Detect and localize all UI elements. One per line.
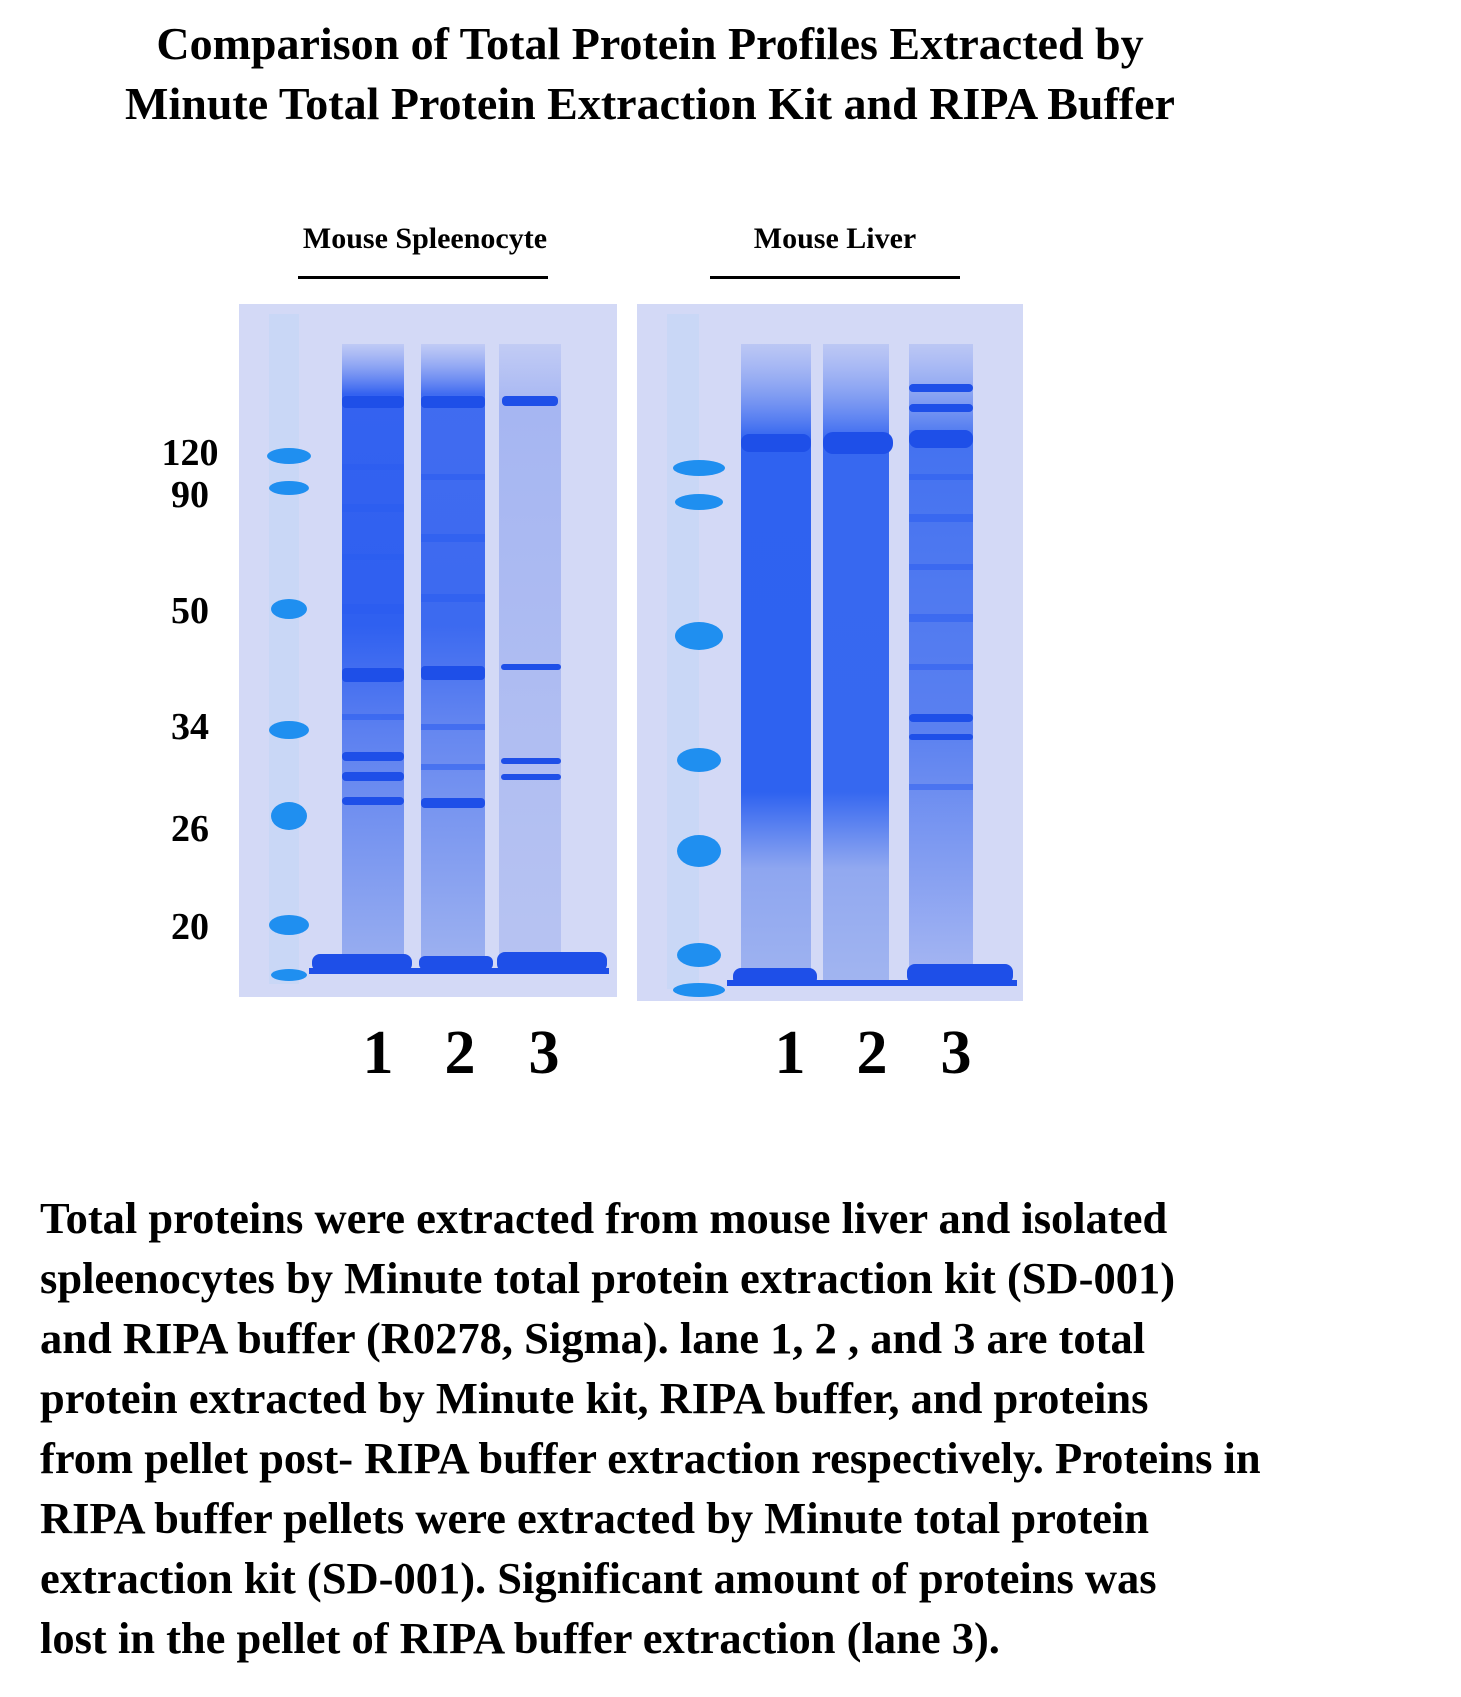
marker-band xyxy=(673,460,725,476)
sample-label-spleenocyte: Mouse Spleenocyte xyxy=(302,222,548,255)
sample-label-liver: Mouse Liver xyxy=(753,222,917,255)
protein-band xyxy=(421,666,485,680)
marker-band xyxy=(677,835,721,867)
lane-number-spleenocyte-1: 1 xyxy=(362,1019,394,1087)
mw-marker-90: 90 xyxy=(171,474,209,516)
marker-band xyxy=(677,943,721,967)
caption-line: Total proteins were extracted from mouse liver and isolated xyxy=(40,1193,1168,1243)
protein-band xyxy=(419,956,493,970)
marker-band xyxy=(673,983,725,997)
protein-band xyxy=(342,772,404,781)
mw-marker-50: 50 xyxy=(171,590,209,632)
lane-number-liver-2: 2 xyxy=(856,1019,888,1087)
protein-band xyxy=(909,384,973,392)
marker-band xyxy=(269,721,309,739)
marker-band xyxy=(675,622,723,650)
title-line-2: Minute Total Protein Extraction Kit and RIPA Buffer xyxy=(125,78,1175,129)
caption-line: RIPA buffer pellets were extracted by Minute total protein xyxy=(40,1493,1150,1543)
caption-line: extraction kit (SD-001). Significant amount of proteins was xyxy=(40,1553,1157,1603)
marker-band xyxy=(271,599,307,619)
mw-marker-120: 120 xyxy=(161,432,219,474)
protein-band xyxy=(342,752,404,761)
protein-band xyxy=(501,664,561,670)
figure-title xyxy=(0,14,1300,134)
protein-band xyxy=(342,396,404,408)
caption-line: from pellet post- RIPA buffer extraction respectively. Proteins in xyxy=(40,1433,1261,1483)
protein-band xyxy=(421,396,485,408)
protein-band xyxy=(727,980,1017,986)
marker-band xyxy=(271,802,307,830)
figure-caption xyxy=(40,1188,1440,1668)
lane-number-liver-3: 3 xyxy=(940,1019,972,1087)
caption-line: spleenocytes by Minute total protein extraction kit (SD-001) xyxy=(40,1253,1176,1303)
protein-band xyxy=(823,432,893,454)
lane-number-liver-1: 1 xyxy=(774,1019,806,1087)
marker-band xyxy=(675,494,723,510)
protein-band xyxy=(501,758,561,764)
title-line-1: Comparison of Total Protein Profiles Extracted by xyxy=(156,18,1144,69)
sample-lane xyxy=(421,344,485,969)
protein-band xyxy=(909,734,973,740)
lane-number-spleenocyte-3: 3 xyxy=(528,1019,560,1087)
protein-band xyxy=(342,668,404,682)
caption-line: protein extracted by Minute kit, RIPA buffer, and proteins xyxy=(40,1373,1149,1423)
mw-marker-20: 20 xyxy=(171,906,209,948)
protein-band xyxy=(502,396,558,406)
sample-lane xyxy=(342,344,404,969)
caption-line: lost in the pellet of RIPA buffer extraction (lane 3). xyxy=(40,1613,1000,1663)
protein-band xyxy=(342,797,404,805)
protein-band xyxy=(309,968,609,974)
protein-band xyxy=(909,404,973,412)
protein-band xyxy=(909,430,973,448)
lane-number-spleenocyte-2: 2 xyxy=(444,1019,476,1087)
mw-marker-26: 26 xyxy=(171,808,209,850)
mw-marker-34: 34 xyxy=(171,706,209,748)
marker-band xyxy=(269,481,309,495)
caption-line: and RIPA buffer (R0278, Sigma). lane 1, 2 , and 3 are total xyxy=(40,1313,1146,1363)
protein-band xyxy=(909,714,973,722)
marker-band xyxy=(271,969,307,981)
protein-band xyxy=(501,774,561,780)
gel-image-spleenocyte xyxy=(239,304,617,997)
marker-band xyxy=(267,448,311,464)
protein-band xyxy=(421,798,485,808)
sample-rule-liver xyxy=(710,276,960,279)
sample-lane xyxy=(499,344,561,969)
marker-band xyxy=(677,748,721,772)
gel-image-liver xyxy=(637,304,1023,1001)
protein-band xyxy=(741,434,811,452)
marker-band xyxy=(269,915,309,935)
sample-rule-spleenocyte xyxy=(298,276,548,279)
